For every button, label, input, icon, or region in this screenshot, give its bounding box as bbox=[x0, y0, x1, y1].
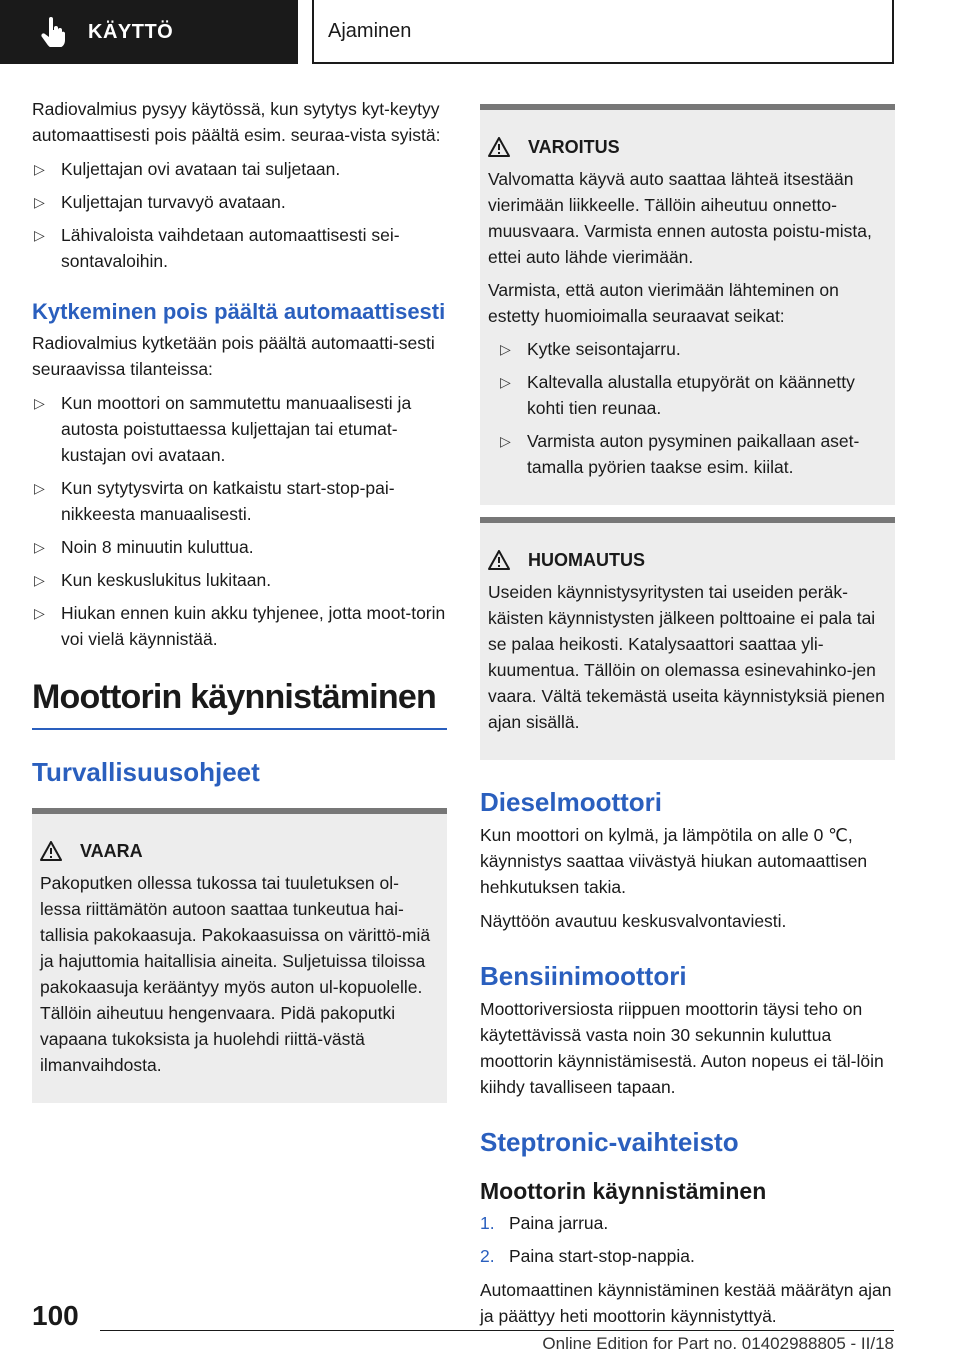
list-item: ▷ Kuljettajan turvavyö avataan. bbox=[32, 189, 447, 215]
petrol-text: Moottoriversiosta riippuen moottorin täysi teho on käytettävissä vasta noin 30 sekunnin kuluttua moottorin käynnistämisestä. Auton nopeus ei täl-löin kiihdy tavalliseen tapaan. bbox=[480, 999, 884, 1097]
intro-paragraph: Radiovalmius pysyy käytössä, kun sytytys kyt-keytyy automaattisesti pois päältä esim. seuraa-vista syistä: bbox=[32, 99, 441, 145]
list-item: ▷ Kuljettajan ovi avataan tai suljetaan. bbox=[32, 156, 447, 182]
steptronic-heading: Steptronic-vaihteisto bbox=[480, 1127, 739, 1157]
danger-box bbox=[32, 808, 447, 1103]
start-text: Automaattinen käynnistäminen kestää määrätyn ajan ja päättyy heti moottorin käynnistyttyä. bbox=[480, 1280, 892, 1326]
page-header bbox=[0, 0, 960, 66]
triangle-bullet-icon: ▷ bbox=[500, 433, 511, 449]
off-paragraph: Radiovalmius kytketään pois päältä automaatti-sesti seuraavissa tilanteissa: bbox=[32, 333, 435, 379]
chapter-label: Ajaminen bbox=[328, 19, 412, 42]
list-item: ▷ Kun keskuslukitus lukitaan. bbox=[32, 567, 447, 593]
page-number: 100 bbox=[32, 1300, 79, 1331]
right-column bbox=[480, 104, 895, 1337]
triangle-bullet-icon: ▷ bbox=[34, 605, 45, 621]
warning-list bbox=[498, 336, 887, 480]
list-item: ▷ Varmista auton pysyminen paikallaan aset-tamalla pyörien taakse esim. kiilat. bbox=[498, 428, 887, 480]
diesel-text-1: Kun moottori on kylmä, ja lämpötila on alle 0 ℃, käynnistys saattaa viivästyä hiukan automaattisen hehkutuksen takia. bbox=[480, 825, 868, 897]
safety-heading: Turvallisuusohjeet bbox=[32, 757, 260, 787]
hand-pointer-icon bbox=[40, 17, 66, 47]
triangle-bullet-icon: ▷ bbox=[34, 395, 45, 411]
notice-box bbox=[480, 517, 895, 760]
steps-list bbox=[480, 1210, 895, 1269]
triangle-bullet-icon: ▷ bbox=[34, 194, 45, 210]
off-list bbox=[32, 390, 447, 652]
triangle-bullet-icon: ▷ bbox=[34, 227, 45, 243]
warning-triangle-icon bbox=[488, 137, 510, 157]
section-tab[interactable] bbox=[0, 0, 298, 64]
triangle-bullet-icon: ▷ bbox=[500, 374, 511, 390]
warning-triangle-icon bbox=[488, 550, 510, 570]
warning-title-row bbox=[488, 134, 887, 160]
warning-title: VAROITUS bbox=[528, 137, 620, 157]
triangle-bullet-icon: ▷ bbox=[34, 572, 45, 588]
danger-text: Pakoputken ollessa tukossa tai tuuletuksen ol-lessa riittämätön autoon saattaa tunkeutua hai-tallisia pakokaasuja. Pakokaasuissa on värittö-miä ja hajuttomia haitallisia aineita. Suljetuissa tiloissa pakokaasuja kerääntyy myös auton ul-kopuolelle. Tällöin aiheutuu hengenvaara. Pidä pakoputki vapaana tukoksista ja huolehdi riittä-västä ilmanvaihdosta. bbox=[40, 873, 431, 1075]
petrol-heading: Bensiinimoottori bbox=[480, 961, 687, 991]
diesel-heading: Dieselmoottori bbox=[480, 787, 663, 817]
edition-text: Online Edition for Part no. 01402988805 - II/18 bbox=[542, 1334, 894, 1353]
left-column bbox=[32, 96, 447, 1103]
diesel-text-2: Näyttöön avautuu keskusvalvontaviesti. bbox=[480, 911, 787, 931]
list-item: ▷ Kaltevalla alustalla etupyörät on käännetty kohti tien reunaa. bbox=[498, 369, 887, 421]
intro-list bbox=[32, 156, 447, 274]
step-item: 2. Paina start-stop-nappia. bbox=[480, 1246, 695, 1266]
notice-title-row bbox=[488, 547, 887, 573]
list-item: ▷ Lähivaloista vaihdetaan automaattisesti sei-sontavaloihin. bbox=[32, 222, 447, 274]
main-heading: Moottorin käynnistäminen bbox=[32, 676, 447, 730]
section-label: KÄYTTÖ bbox=[88, 20, 174, 43]
list-item: ▷ Kun sytytysvirta on katkaistu start-stop-pai-nikkeesta manuaalisesti. bbox=[32, 475, 447, 527]
triangle-bullet-icon: ▷ bbox=[34, 161, 45, 177]
list-item: ▷ Hiukan ennen kuin akku tyhjenee, jotta moot-torin voi vielä käynnistää. bbox=[32, 600, 447, 652]
danger-title-row bbox=[40, 838, 439, 864]
triangle-bullet-icon: ▷ bbox=[500, 341, 511, 357]
off-heading: Kytkeminen pois päältä automaattisesti bbox=[32, 299, 446, 324]
danger-title: VAARA bbox=[80, 841, 143, 861]
notice-title: HUOMAUTUS bbox=[528, 550, 645, 570]
list-item: ▷ Kytke seisontajarru. bbox=[498, 336, 887, 362]
warning-text-2: Varmista, että auton vierimään lähteminen on estetty huomioimalla seuraavat seikat: bbox=[488, 280, 839, 326]
list-item: ▷ Noin 8 minuutin kuluttua. bbox=[32, 534, 447, 560]
list-item: ▷ Kun moottori on sammutettu manuaalisesti ja autosta poistuttaessa kuljettajan tai etumat-kustajan ovi avataan. bbox=[32, 390, 447, 468]
triangle-bullet-icon: ▷ bbox=[34, 539, 45, 555]
triangle-bullet-icon: ▷ bbox=[34, 480, 45, 496]
start-heading: Moottorin käynnistäminen bbox=[480, 1178, 767, 1204]
footer-divider bbox=[100, 1330, 894, 1331]
step-item: 1. Paina jarrua. bbox=[480, 1213, 609, 1233]
chapter-tab[interactable] bbox=[312, 0, 894, 64]
warning-triangle-icon bbox=[40, 841, 62, 861]
warning-text-1: Valvomatta käyvä auto saattaa lähteä itsestään vierimään liikkeelle. Tällöin aiheutuu onnetto-muusvaara. Varmista ennen autosta poistu-mista, ettei auto lähde vierimään. bbox=[488, 169, 872, 267]
notice-text: Useiden käynnistysyritysten tai useiden peräk-käisten käynnistysten jälkeen polttoaine ei pala tai se palaa heikosti. Katalysaattori saattaa yli-kuumentua. Tällöin on olemassa esinevahinko-jen vaara. Vältä tekemästä useita käynnistyksiä pienen ajan sisällä. bbox=[488, 582, 885, 732]
warning-box bbox=[480, 104, 895, 505]
